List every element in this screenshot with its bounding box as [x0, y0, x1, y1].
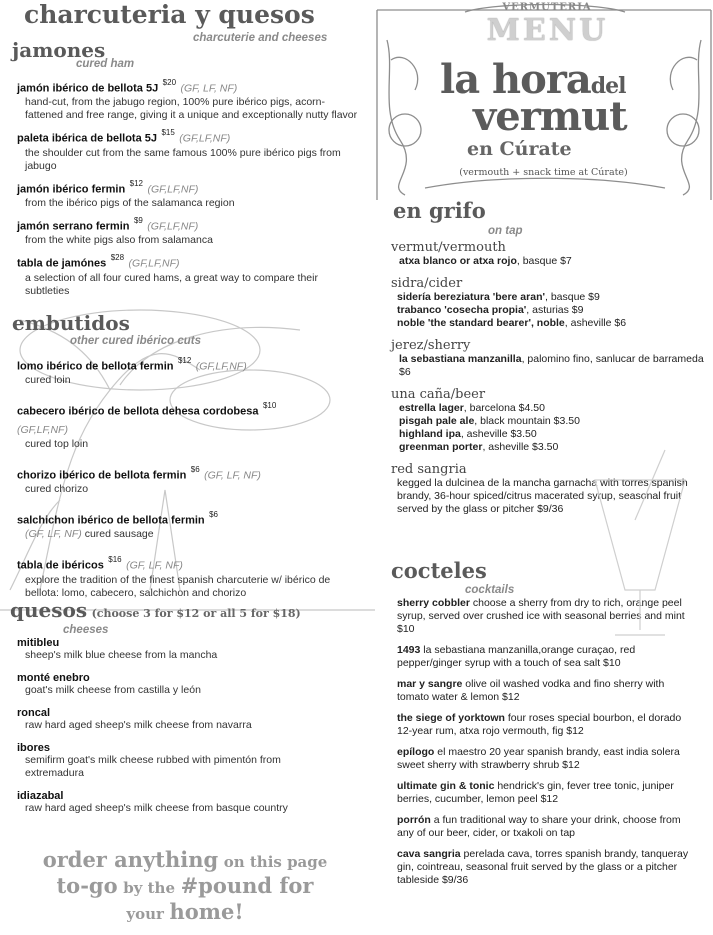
- cocktail-name: 1493: [397, 644, 421, 656]
- list-item: [17, 465, 362, 496]
- drink-name: sidería bereziatura 'bere aran': [397, 291, 545, 303]
- item-name: tabla de ibéricos: [17, 559, 104, 572]
- item-tags: (GF, LF, NF): [25, 528, 82, 541]
- drink-detail: , asheville $3.50: [482, 441, 559, 453]
- cocktail-name: cava sangria: [397, 848, 461, 860]
- item-desc: raw hard aged sheep's milk cheese from navarra: [25, 719, 252, 731]
- item-tags: (GF,LF,NF): [147, 220, 199, 233]
- cocktail-list: [397, 597, 697, 887]
- item-name: jamón ibérico de bellota 5J: [17, 82, 159, 95]
- drink-detail: , basque $9: [544, 291, 600, 303]
- cocktail-name: epílogo: [397, 746, 435, 758]
- item-desc: semifirm goat's milk cheese rubbed with pimentón from extremadura: [25, 754, 281, 779]
- item-name: roncal: [17, 707, 51, 719]
- item-name: chorizo ibérico de bellota fermin: [17, 468, 187, 481]
- group-title: jerez/sherry: [391, 338, 471, 353]
- quesos-note: (choose 3 for $12 or all 5 for $18): [91, 607, 301, 620]
- drink-detail: , barcelona $4.50: [463, 402, 545, 414]
- item-desc: the shoulder cut from the same famous 100% pure ibérico pigs from jabugo: [25, 146, 341, 172]
- item-price: $6: [209, 509, 219, 519]
- togo-note: [20, 848, 350, 926]
- drink-name: greenman porter: [399, 441, 483, 453]
- cocktail-desc: hendrick's gin, fever tree tonic, juniper berries, cucumber, lemon peel $12: [397, 780, 674, 805]
- list-item: [397, 678, 697, 704]
- item-name: idiazabal: [17, 790, 64, 802]
- item-desc: from the white pigs also from salamanca: [25, 234, 213, 247]
- banner-menu: MENU: [486, 13, 609, 48]
- cocktail-desc: a fun traditional way to share your drink, choose from any of our beer, cider, or txakoli on tap: [397, 814, 681, 839]
- item-name: lomo ibérico de bellota fermin: [17, 360, 174, 373]
- item-price: $12: [129, 178, 144, 188]
- embutidos-subtitle: other cured ibérico cuts: [70, 335, 202, 347]
- cocteles-title: cocteles: [391, 558, 487, 583]
- item-name: jamón ibérico fermin: [17, 182, 126, 195]
- item-name: mitibleu: [17, 637, 60, 649]
- cocktail-desc: olive oil washed vodka and fino sherry with tomato water & lemon $12: [397, 678, 665, 703]
- cocktail-desc: four roses special bourbon, el dorado 12-year rum, atxa rojo vermouth, fig $12: [397, 712, 682, 737]
- drink-detail: , palomino fino, sanlucar de barrameda $6: [399, 353, 704, 378]
- drink-name: la sebastiana manzanilla: [399, 353, 522, 365]
- item-desc: cured top loin: [25, 437, 89, 450]
- item-name: paleta ibérica de bellota 5J: [17, 132, 158, 145]
- list-item: [17, 672, 362, 697]
- list-item: [397, 746, 697, 772]
- list-item: [17, 78, 362, 122]
- togo-text: home!: [169, 899, 244, 924]
- item-desc: sheep's milk blue cheese from la mancha: [25, 649, 218, 661]
- item-tags: (GF, LF, NF): [126, 559, 183, 572]
- item-desc: cured loin: [25, 374, 71, 387]
- list-item: [17, 637, 362, 662]
- item-tags: (GF, LF, NF): [180, 82, 238, 95]
- list-item: [397, 712, 697, 738]
- togo-text: order anything: [42, 847, 219, 872]
- quesos-list: [17, 637, 362, 815]
- list-item: [397, 848, 697, 887]
- item-desc: hand-cut, from the jabugo region, 100% pure ibérico pigs, acorn-fattened and free range, giving it a unique and exceptionally nutty flavor: [25, 96, 358, 122]
- item-tags: (GF,LF,NF): [128, 257, 180, 270]
- item-desc: a selection of all four cured hams, a great way to compare their subtleties: [25, 271, 318, 297]
- cocktail-name: ultimate gin & tonic: [397, 780, 495, 792]
- banner-small: VERMUTERIA: [502, 2, 592, 13]
- item-price: $6: [190, 464, 200, 474]
- togo-text: on this page: [223, 853, 328, 871]
- drink-detail: , basque $7: [516, 255, 572, 267]
- list-item: [397, 814, 697, 840]
- cocktail-desc: perelada cava, torres spanish brandy, tanqueray gin, cointreau, seasonal fruit served by the glass or a pitcher tableside $9/36: [397, 848, 689, 886]
- item-tags: (GF, LF, NF): [204, 468, 261, 481]
- list-item: [17, 555, 362, 599]
- item-tags: (GF,LF,NF): [147, 182, 199, 195]
- main-subtitle: charcuterie and cheeses: [193, 32, 328, 44]
- item-name: tabla de jamónes: [17, 257, 107, 270]
- group-title: red sangria: [391, 462, 467, 477]
- item-desc: from the ibérico pigs of the salamanca region: [25, 196, 235, 209]
- list-item: [17, 742, 327, 780]
- drink-detail: , asheville $3.50: [460, 428, 537, 440]
- group-title: una caña/beer: [391, 387, 486, 402]
- item-name: ibores: [17, 742, 51, 754]
- jamones-list: [17, 78, 362, 304]
- cocteles-subtitle: cocktails: [465, 584, 515, 596]
- item-price: $28: [110, 253, 125, 263]
- cocktail-name: mar y sangre: [397, 678, 463, 690]
- quesos-header: [10, 600, 301, 622]
- item-price: $12: [177, 356, 192, 365]
- cocktail-desc: choose a sherry from dry to rich, orange peel syrup, served over crushed ice with seasonal berries and mint $10: [397, 597, 685, 635]
- item-desc: cured chorizo: [25, 482, 89, 495]
- cocktail-name: the siege of yorktown: [397, 712, 505, 724]
- hero-subtitle: (vermouth + snack time at Cúrate): [459, 167, 628, 178]
- item-price: $10: [262, 401, 277, 411]
- list-item: [17, 790, 362, 815]
- list-item: [397, 644, 697, 670]
- item-desc: explore the tradition of the finest spanish charcuterie w/ ibérico de bellota: lomo, cabecero, salchichon and chorizo: [25, 573, 331, 599]
- item-price: $16: [108, 555, 122, 565]
- togo-text: to-go: [56, 873, 118, 898]
- list-item: [17, 401, 287, 450]
- drink-detail: , black mountain $3.50: [474, 415, 580, 427]
- item-price: $15: [161, 128, 175, 138]
- drink-group: [391, 276, 709, 330]
- group-title: sidra/cider: [391, 276, 463, 291]
- list-item: [17, 179, 362, 210]
- togo-text: your: [126, 905, 164, 923]
- cocktail-name: sherry cobbler: [397, 597, 470, 609]
- drink-detail: , asheville $6: [564, 317, 627, 329]
- item-tags: (GF,LF,NF): [179, 132, 231, 145]
- list-item: [397, 780, 697, 806]
- quesos-subtitle: cheeses: [63, 624, 109, 636]
- hero-text: la hora: [440, 56, 591, 103]
- drink-name: highland ipa: [399, 428, 461, 440]
- cocktail-name: porrón: [397, 814, 431, 826]
- item-name: monté enebro: [17, 672, 90, 684]
- item-price: $20: [162, 78, 177, 87]
- list-item: [17, 510, 362, 541]
- embutidos-title: embutidos: [12, 311, 130, 335]
- drink-name: noble 'the standard bearer', noble: [397, 317, 565, 329]
- drink-name: estrella lager: [399, 402, 464, 414]
- item-desc: cured sausage: [84, 528, 154, 541]
- hero-text: del: [590, 73, 626, 99]
- list-item: [17, 707, 362, 732]
- item-name: salchichon ibérico de bellota fermin: [17, 514, 205, 527]
- list-item: [17, 253, 362, 297]
- quesos-title: quesos: [10, 598, 88, 622]
- item-desc: raw hard aged sheep's milk cheese from basque country: [25, 802, 288, 814]
- glass-illustration: [575, 440, 711, 640]
- hero-title-2: vermut: [473, 93, 627, 140]
- item-price: $9: [133, 215, 143, 225]
- list-item: [17, 128, 362, 172]
- drink-detail: , asturias $9: [526, 304, 584, 316]
- jamones-subtitle: cured ham: [76, 58, 135, 70]
- list-item: [17, 216, 362, 247]
- main-title: charcuteria y quesos: [24, 0, 315, 29]
- cocktail-desc: la sebastiana manzanilla,orange curaçao, red pepper/ginger syrup with a touch of sea salt $10: [397, 644, 636, 669]
- cocktail-desc: el maestro 20 year spanish brandy, east india solera sweet sherry with strawberry shrub $12: [397, 746, 680, 771]
- grifo-title: en grifo: [393, 198, 486, 223]
- item-name: cabecero ibérico de bellota dehesa cordobesa: [17, 405, 259, 418]
- item-tags: (GF,LF,NF): [195, 360, 247, 373]
- drink-group: [391, 240, 709, 268]
- drink-name: atxa blanco or atxa rojo: [399, 255, 517, 267]
- grifo-subtitle: on tap: [488, 225, 523, 237]
- drink-name: trabanco 'cosecha propia': [397, 304, 527, 316]
- list-item: [17, 356, 362, 387]
- hero-title-3: en Cúrate: [467, 138, 572, 160]
- jamones-title: jamones: [12, 38, 106, 62]
- item-tags: (GF,LF,NF): [17, 423, 68, 436]
- togo-text: #pound for: [180, 873, 314, 898]
- group-title: vermut/vermouth: [391, 240, 506, 255]
- item-desc: goat's milk cheese from castilla y león: [25, 684, 201, 696]
- drink-detail: kegged la dulcinea de la mancha garnacha with torres spanish brandy, 36-hour spiced/citrus macerated syrup, seasonal fruit served by the glass or pitcher $9/36: [397, 477, 688, 515]
- drink-group: [391, 338, 709, 379]
- embutidos-list: [17, 356, 362, 600]
- item-name: jamón serrano fermin: [17, 220, 130, 233]
- togo-text: by the: [123, 879, 175, 897]
- drink-name: pisgah pale ale: [399, 415, 475, 427]
